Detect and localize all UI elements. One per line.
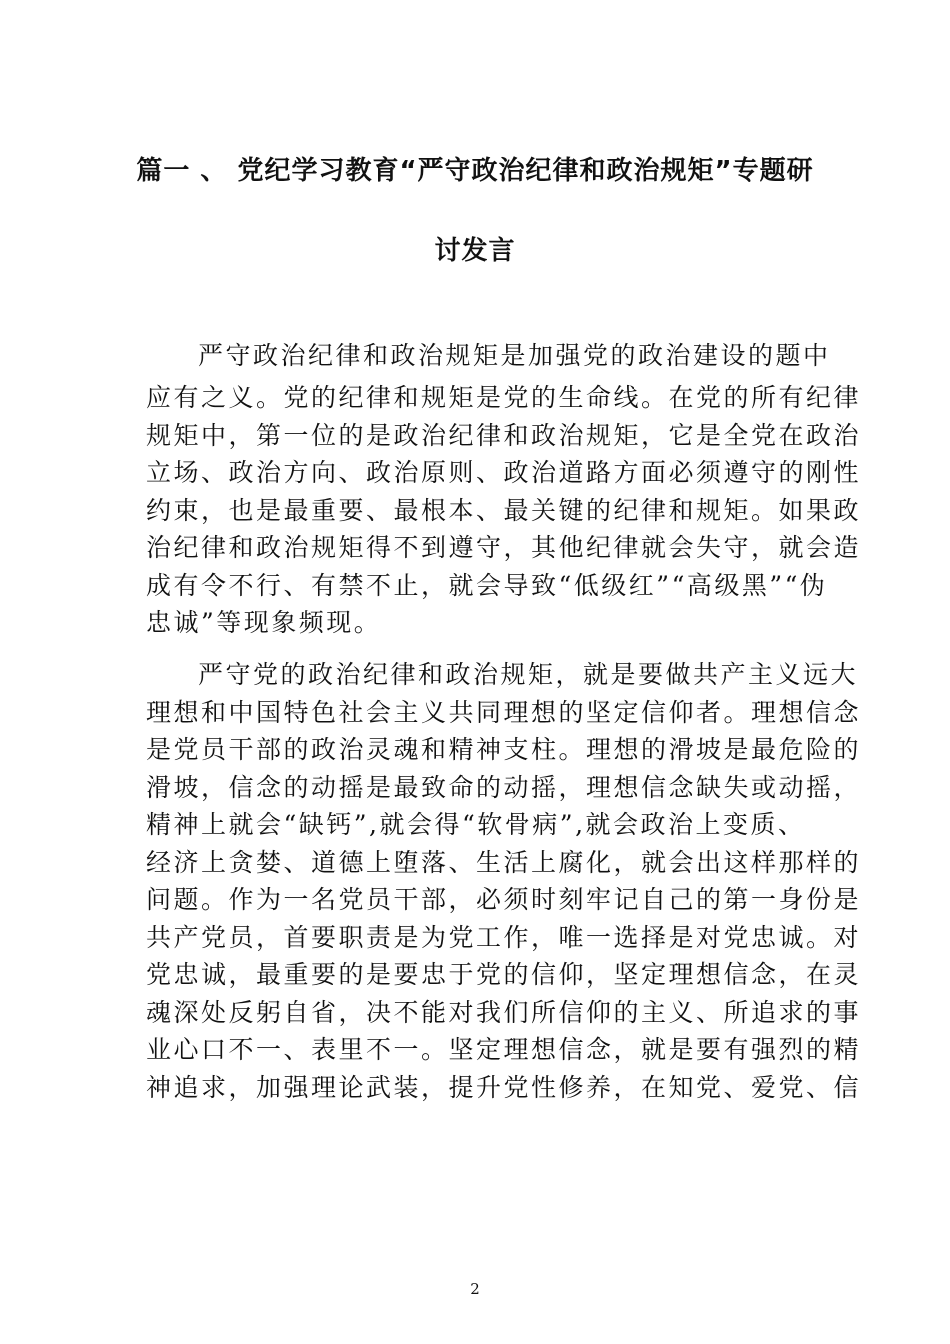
paragraph-2-line-3: 是党员干部的政治灵魂和精神支柱。理想的滑坡是最危险的 bbox=[146, 735, 862, 764]
page-number: 2 bbox=[470, 1280, 480, 1298]
paragraph-2-line-2: 理想和中国特色社会主义共同理想的坚定信仰者。理想信念 bbox=[146, 697, 862, 727]
paragraph-1-line-2: 应有之义。党的纪律和规矩是党的生命线。在党的所有纪律 bbox=[146, 383, 862, 412]
paragraph-1-line-3: 规矩中，第一位的是政治纪律和政治规矩，它是全党在政治 bbox=[146, 420, 862, 450]
paragraph-1-line-8: 忠诚”等现象频现。 bbox=[146, 608, 382, 637]
paragraph-1-line-4: 立场、政治方向、政治原则、政治道路方面必须遵守的刚性 bbox=[146, 458, 862, 487]
paragraph-2-line-8: 共产党员，首要职责是为党工作，唯一选择是对党忠诚。对 bbox=[146, 922, 862, 952]
paragraph-2 bbox=[146, 656, 862, 1106]
document-title-line-2: 讨发言 bbox=[434, 236, 516, 266]
paragraph-1 bbox=[146, 379, 862, 642]
paragraph-2-line-7: 问题。作为一名党员干部，必须时刻牢记自己的第一身份是 bbox=[146, 885, 862, 914]
paragraph-2-line-10: 魂深处反躬自省，决不能对我们所信仰的主义、所追求的事 bbox=[146, 997, 862, 1027]
paragraph-1-line-5: 约束，也是最重要、最根本、最关键的纪律和规矩。如果政 bbox=[146, 495, 862, 525]
paragraph-2-line-12: 神追求，加强理论武装，提升党性修养，在知党、爱党、信 bbox=[146, 1072, 862, 1102]
paragraph-1-line-7: 成有令不行、有禁不止，就会导致“低级红”“高级黑”“伪 bbox=[146, 570, 828, 600]
paragraph-2-line-5: 精神上就会“缺钙”,就会得“软骨病”,就会政治上变质、 bbox=[146, 810, 806, 839]
paragraph-2-line-9: 党忠诚，最重要的是要忠于党的信仰，坚定理想信念，在灵 bbox=[146, 960, 862, 989]
paragraph-2-line-6: 经济上贪婪、道德上堕落、生活上腐化，就会出这样那样的 bbox=[146, 847, 862, 877]
paragraph-1-line-1: 严守政治纪律和政治规矩是加强党的政治建设的题中 bbox=[198, 341, 831, 370]
paragraph-1-line-6: 治纪律和政治规矩得不到遵守，其他纪律就会失守，就会造 bbox=[146, 533, 862, 562]
paragraph-2-line-11: 业心口不一、表里不一。坚定理想信念，就是要有强烈的精 bbox=[146, 1035, 862, 1064]
paragraph-2-line-4: 滑坡，信念的动摇是最致命的动摇，理想信念缺失或动摇， bbox=[146, 772, 862, 802]
paragraph-2-line-1: 严守党的政治纪律和政治规矩，就是要做共产主义远大 bbox=[198, 660, 859, 689]
document-title-line-1: 篇一 、 党纪学习教育“严守政治纪律和政治规矩”专题研 bbox=[136, 156, 814, 186]
